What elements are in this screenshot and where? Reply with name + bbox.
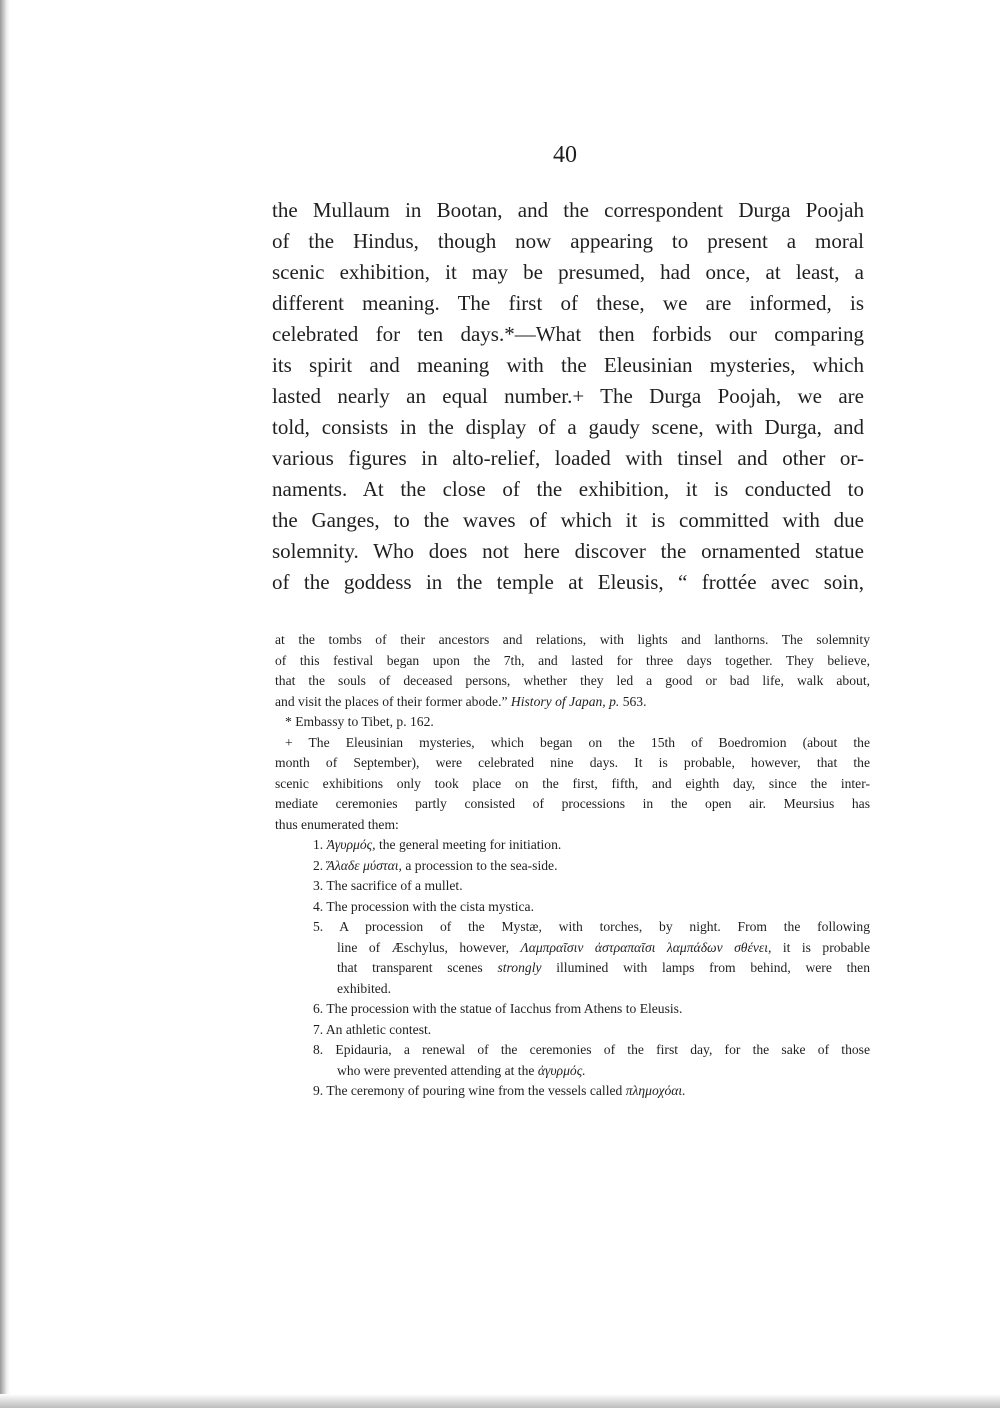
greek-term: Ἀγυρμός, bbox=[326, 837, 376, 852]
list-item-text: A procession of the Mystæ, with torches, by night. From the following bbox=[339, 919, 870, 934]
body-line: of the goddess in the temple at Eleusis, “ frottée avec soin, bbox=[272, 570, 864, 594]
body-line: celebrated for ten days.*—What then forbids our comparing bbox=[272, 322, 864, 346]
list-item bbox=[275, 876, 870, 897]
footnote-cross-line: month of September), were celebrated nine days. It is probable, however, that the bbox=[275, 755, 870, 770]
body-line: naments. At the close of the exhibition, it is conducted to bbox=[272, 477, 864, 501]
list-item-number: 2. bbox=[313, 857, 324, 873]
list-item-number: 9. bbox=[313, 1083, 324, 1098]
list-item-text: a procession to the sea-side. bbox=[401, 857, 558, 873]
list-item-continuation bbox=[275, 958, 870, 979]
page-scan-edge-bottom bbox=[0, 1394, 1000, 1408]
list-item-text: Epidauria, a renewal of the ceremonies of the first day, for the sake of those bbox=[335, 1042, 871, 1057]
footnote-cross-line: + The Eleusinian mysteries, which began on the 15th of Boedromion (about the bbox=[285, 734, 870, 750]
list-item-continuation: exhibited. bbox=[337, 980, 391, 996]
body-line: the Ganges, to the waves of which it is committed with due bbox=[272, 508, 864, 532]
body-line: the Mullaum in Bootan, and the correspondent Durga Poojah bbox=[272, 198, 864, 222]
list-item bbox=[275, 856, 870, 877]
footnotes bbox=[275, 630, 870, 1102]
footnote-cross-line: thus enumerated them: bbox=[275, 816, 399, 832]
continuation-text: illumined with lamps from behind, were then bbox=[556, 960, 870, 975]
main-body-text bbox=[272, 195, 864, 598]
footnote-line: at the tombs of their ancestors and relations, with lights and lanthorns. The solemnity bbox=[275, 632, 870, 647]
list-item-number: 7. bbox=[313, 1021, 324, 1037]
footnote-star: * Embassy to Tibet, p. 162. bbox=[285, 714, 434, 729]
continuation-text: who were prevented attending at the bbox=[337, 1062, 535, 1078]
body-line: told, consists in the display of a gaudy scene, with Durga, and bbox=[272, 415, 864, 439]
body-line: its spirit and meaning with the Eleusinian mysteries, which bbox=[272, 353, 864, 377]
list-item-text: The procession with the statue of Iacchus from Athens to Eleusis. bbox=[326, 1001, 683, 1016]
greek-term: Λαμπραῖσιν ἀστραπαῖσι λαμπάδων σθένει, bbox=[520, 939, 772, 955]
body-line: different meaning. The first of these, we are informed, is bbox=[272, 291, 864, 315]
list-item-number: 5. bbox=[313, 919, 324, 934]
body-line: solemnity. Who does not here discover the ornamented statue bbox=[272, 539, 864, 563]
footnote-line: that the souls of deceased persons, whether they led a good or bad life, walk about, bbox=[275, 673, 870, 688]
list-item-text: The ceremony of pouring wine from the vessels called bbox=[326, 1083, 623, 1098]
body-line: of the Hindus, though now appearing to present a moral bbox=[272, 229, 864, 253]
list-item-number: 4. bbox=[313, 898, 324, 914]
footnote-cross-line: mediate ceremonies partly consisted of processions in the open air. Meursius has bbox=[275, 796, 870, 811]
page-scan-edge-left bbox=[0, 0, 10, 1408]
continuation-text: it is probable bbox=[782, 939, 870, 955]
footnote-source-page: 563. bbox=[622, 693, 647, 709]
list-item-number: 8. bbox=[313, 1042, 324, 1057]
list-item-continuation bbox=[275, 1061, 870, 1082]
footnote-line: of this festival began upon the 7th, and lasted for three days together. They believe, bbox=[275, 652, 870, 668]
list-item bbox=[275, 917, 870, 938]
emphasis-text: strongly bbox=[497, 960, 542, 975]
body-line: lasted nearly an equal number.+ The Durga Poojah, we are bbox=[272, 384, 864, 408]
list-item-text: The procession with the cista mystica. bbox=[326, 898, 534, 914]
page-number: 40 bbox=[553, 142, 577, 168]
list-item bbox=[275, 999, 870, 1020]
list-item bbox=[275, 1020, 870, 1041]
list-item-number: 6. bbox=[313, 1001, 324, 1016]
continuation-text: line of Æschylus, however, bbox=[337, 939, 510, 955]
greek-term: πλημοχόαι. bbox=[625, 1083, 686, 1098]
body-line: scenic exhibition, it may be presumed, had once, at least, a bbox=[272, 260, 864, 284]
list-item-text: the general meeting for initiation. bbox=[375, 837, 562, 852]
footnote-source: History of Japan, p. bbox=[510, 693, 620, 709]
footnote-cross-line: scenic exhibitions only took place on the first, fifth, and eighth day, since the inter- bbox=[275, 775, 870, 791]
greek-term: Ἅλαδε μύσται, bbox=[326, 857, 402, 873]
footnote-text: and visit the places of their former abode.” bbox=[275, 693, 508, 709]
list-item-text: The sacrifice of a mullet. bbox=[326, 878, 463, 893]
footnote-line bbox=[275, 692, 870, 713]
list-item bbox=[275, 897, 870, 918]
list-item-number: 3. bbox=[313, 878, 324, 893]
list-item bbox=[275, 835, 870, 856]
body-line: various figures in alto-relief, loaded with tinsel and other or- bbox=[272, 446, 864, 470]
list-item bbox=[275, 1040, 870, 1061]
greek-term: ἀγυρμός. bbox=[537, 1062, 586, 1078]
continuation-text: that transparent scenes bbox=[337, 960, 483, 975]
list-item-number: 1. bbox=[313, 837, 324, 852]
list-item-text: An athletic contest. bbox=[325, 1021, 432, 1037]
list-item-continuation bbox=[275, 938, 870, 959]
list-item bbox=[275, 1081, 870, 1102]
